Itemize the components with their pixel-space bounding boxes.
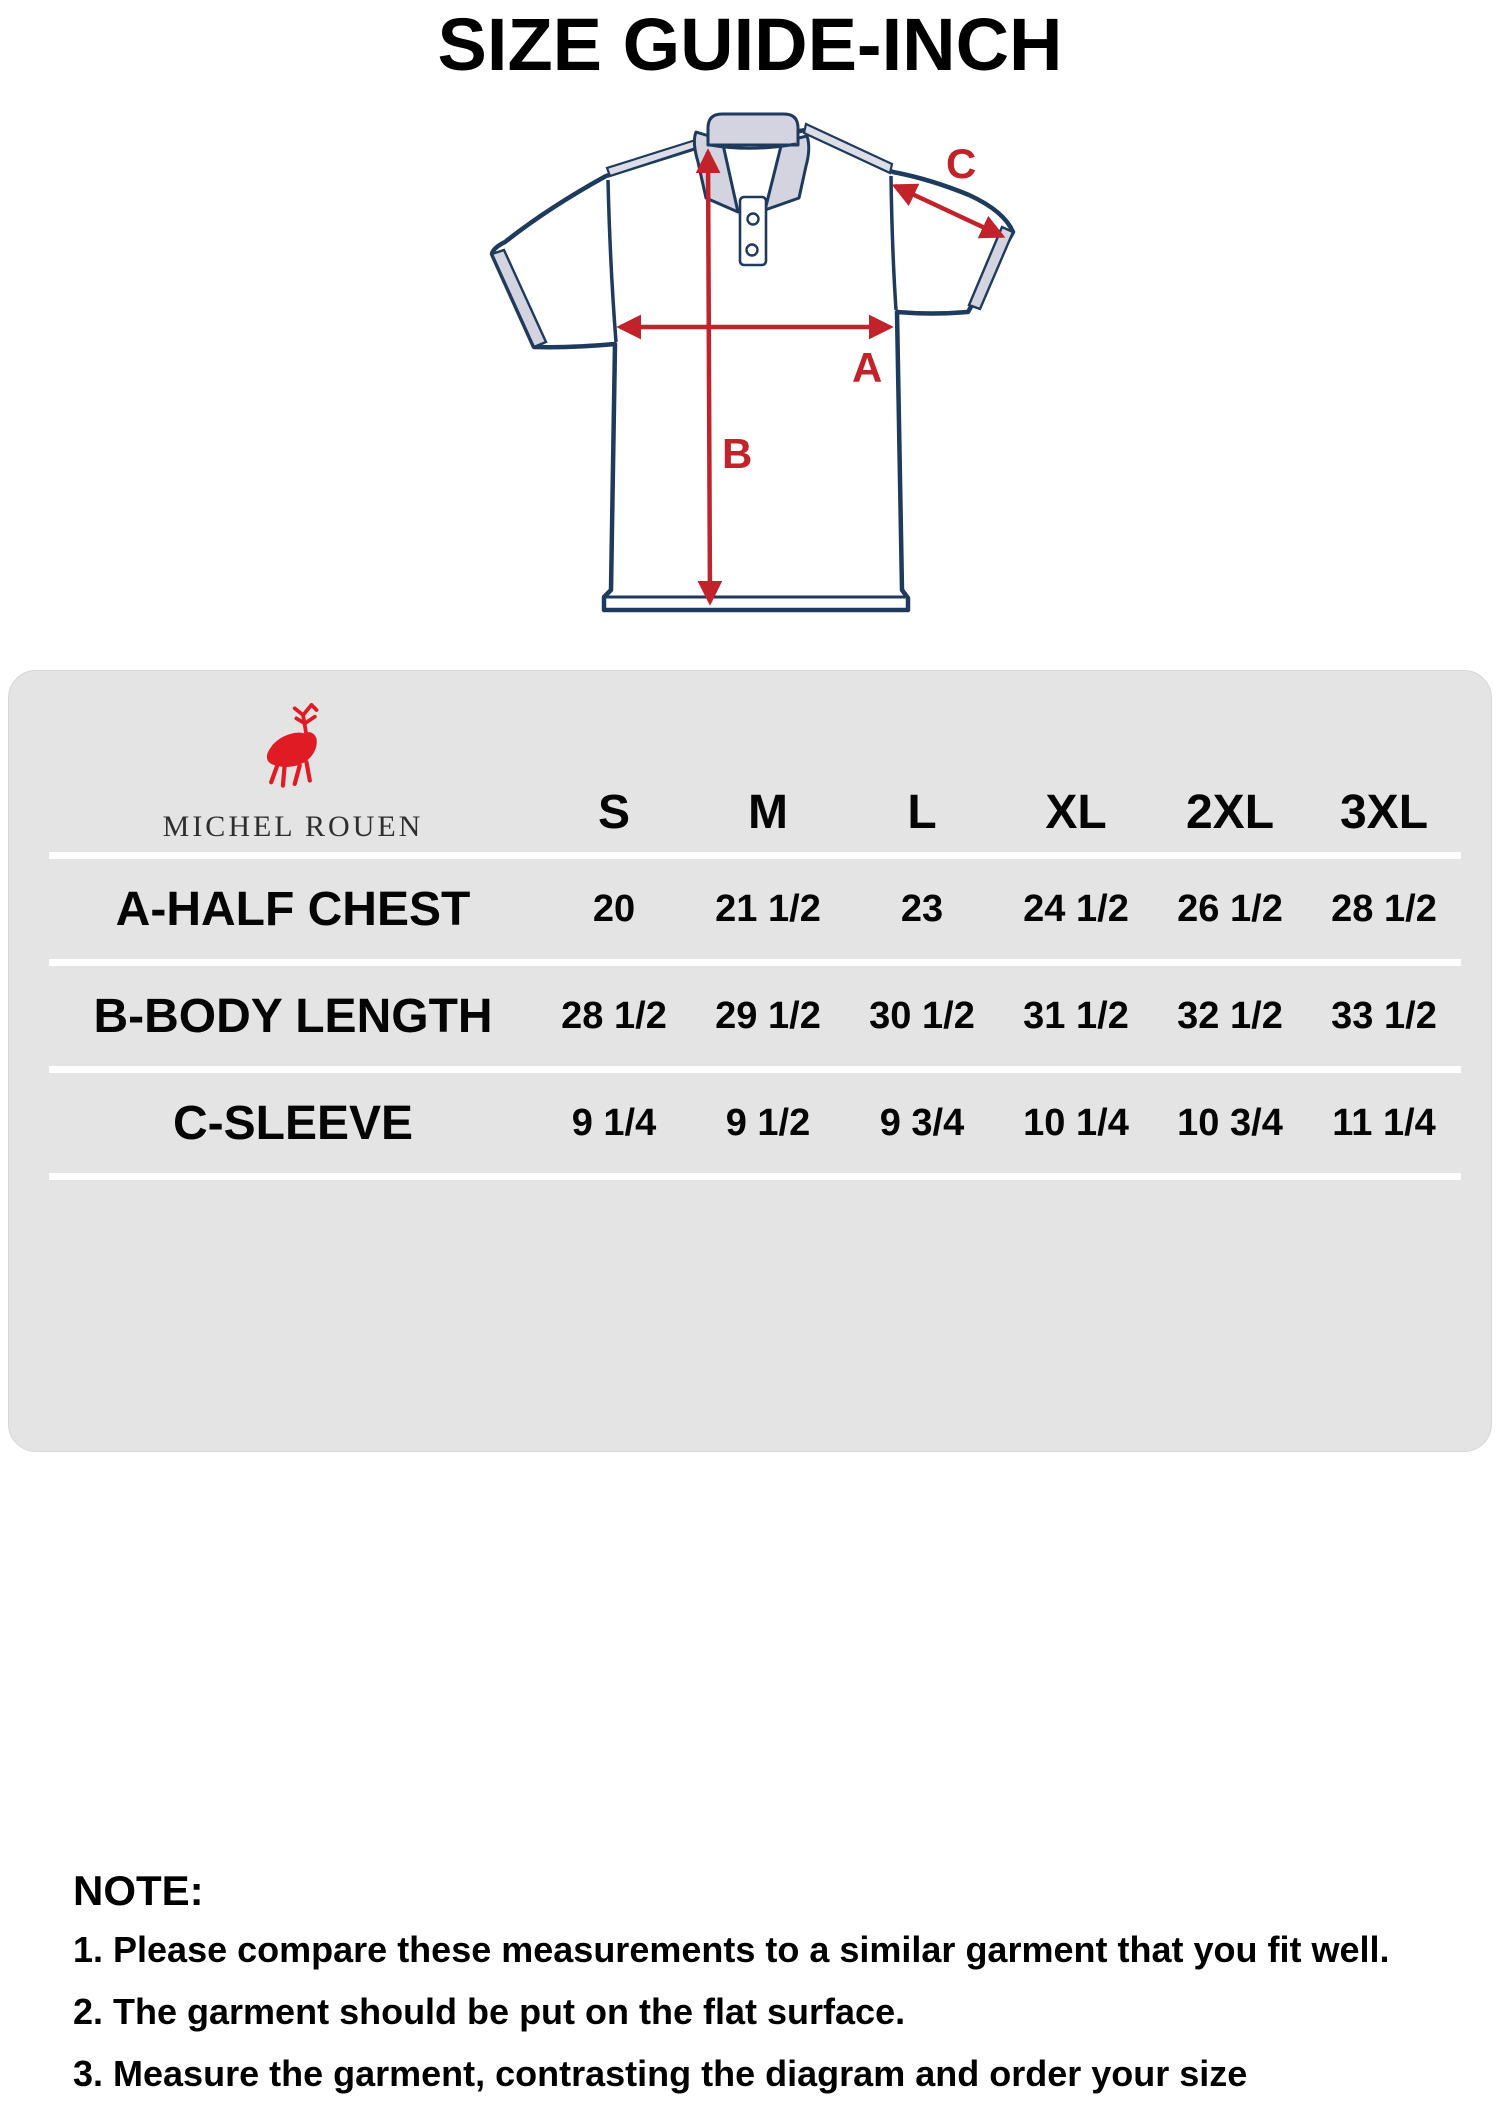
notes-section <box>73 1867 1493 2115</box>
shirt-diagram <box>430 95 1050 660</box>
value-cell: 21 1/2 <box>715 887 821 930</box>
arrow-label-c: C <box>946 140 977 187</box>
note-item-2: 2. The garment should be put on the flat surface. <box>73 1991 906 2032</box>
value-cell: 9 1/2 <box>725 1101 811 1144</box>
deer-logo-icon <box>251 700 335 804</box>
arrow-label-a: A <box>852 344 883 391</box>
button-bottom <box>747 245 758 256</box>
arrow-b-body-length <box>708 152 710 602</box>
value-cell: 11 1/4 <box>1332 1101 1436 1144</box>
value-cell: 9 1/4 <box>571 1101 657 1144</box>
value-cell: 23 <box>900 887 944 930</box>
value-cell: 32 1/2 <box>1177 994 1283 1037</box>
value-cell: 33 1/2 <box>1331 994 1437 1037</box>
value-cell: 28 1/2 <box>1331 887 1437 930</box>
size-table <box>49 671 1461 1180</box>
row-label: A-HALF CHEST <box>115 882 471 936</box>
size-col-xl: XL <box>1045 786 1107 839</box>
page-title: SIZE GUIDE-INCH <box>437 3 1063 86</box>
size-col-l: L <box>907 786 937 839</box>
table-row-sleeve <box>49 1073 1461 1180</box>
arrow-label-b: B <box>722 430 753 477</box>
table-header-row <box>49 671 1461 859</box>
table-row-half-chest <box>49 859 1461 966</box>
value-cell: 29 1/2 <box>715 994 821 1037</box>
row-label: C-SLEEVE <box>172 1096 414 1150</box>
value-cell: 30 1/2 <box>869 994 975 1037</box>
size-table-panel <box>8 670 1492 2094</box>
value-cell: 10 3/4 <box>1177 1101 1283 1144</box>
value-cell: 10 1/4 <box>1023 1101 1129 1144</box>
value-cell: 26 1/2 <box>1177 887 1283 930</box>
row-label: B-BODY LENGTH <box>93 989 493 1043</box>
note-item-1: 1. Please compare these measurements to a similar garment that you fit well. <box>73 1929 1390 1970</box>
note-item-3: 3. Measure the garment, contrasting the diagram and order your size <box>73 2053 1248 2094</box>
table-row-body-length <box>49 966 1461 1073</box>
value-cell: 9 3/4 <box>879 1101 965 1144</box>
polo-shirt-illustration <box>430 95 1050 660</box>
brand-block <box>49 671 537 852</box>
size-col-3xl: 3XL <box>1339 786 1429 839</box>
value-cell: 20 <box>592 887 636 930</box>
value-cell: 24 1/2 <box>1023 887 1129 930</box>
value-cell: 31 1/2 <box>1023 994 1129 1037</box>
button-top <box>748 214 759 225</box>
size-col-2xl: 2XL <box>1185 786 1275 839</box>
value-cell: 28 1/2 <box>561 994 667 1037</box>
collar-band <box>708 114 798 145</box>
notes-heading: NOTE: <box>73 1867 204 1914</box>
size-col-s: S <box>597 786 630 839</box>
size-col-m: M <box>748 786 788 839</box>
brand-name: MICHEL ROUEN <box>162 810 424 843</box>
